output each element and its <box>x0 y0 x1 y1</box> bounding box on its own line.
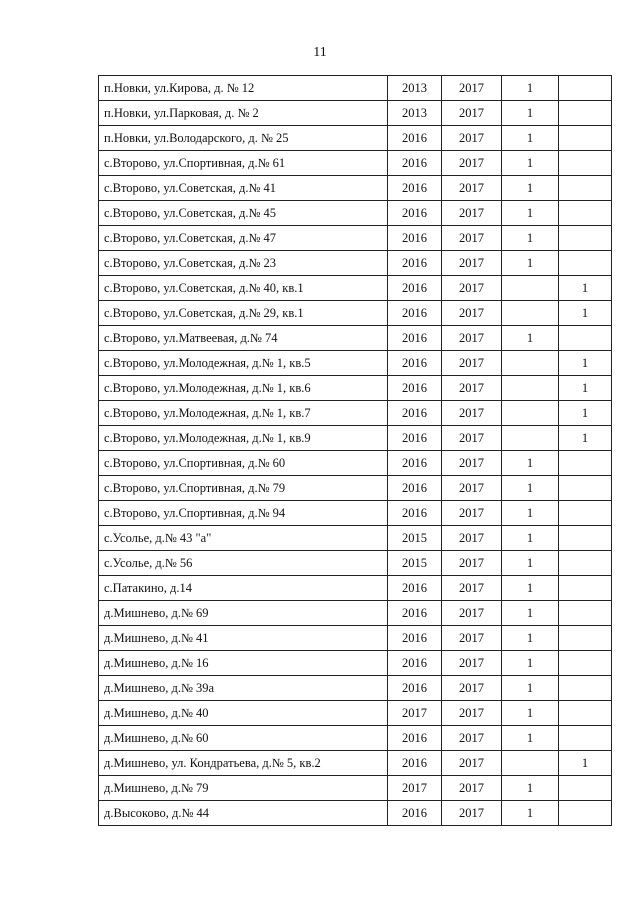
year-start-cell: 2016 <box>388 451 442 476</box>
year-start-cell: 2016 <box>388 351 442 376</box>
table-row <box>99 701 612 726</box>
address-cell: п.Новки, ул.Парковая, д. № 2 <box>99 101 388 126</box>
address-cell: с.Усолье, д.№ 56 <box>99 551 388 576</box>
year-end-cell: 2017 <box>442 151 502 176</box>
table-row <box>99 726 612 751</box>
mark-b-cell <box>559 626 612 651</box>
mark-a-cell: 1 <box>502 776 559 801</box>
mark-a-cell <box>502 351 559 376</box>
year-start-cell: 2015 <box>388 526 442 551</box>
mark-a-cell: 1 <box>502 651 559 676</box>
address-cell: п.Новки, ул.Кирова, д. № 12 <box>99 76 388 101</box>
year-start-cell: 2016 <box>388 651 442 676</box>
registry-table-body <box>99 76 612 826</box>
mark-b-cell: 1 <box>559 751 612 776</box>
table-row <box>99 226 612 251</box>
mark-a-cell: 1 <box>502 126 559 151</box>
mark-b-cell <box>559 451 612 476</box>
year-start-cell: 2013 <box>388 101 442 126</box>
address-cell: с.Второво, ул.Спортивная, д.№ 94 <box>99 501 388 526</box>
year-start-cell: 2016 <box>388 576 442 601</box>
address-cell: с.Второво, ул.Молодежная, д.№ 1, кв.6 <box>99 376 388 401</box>
year-end-cell: 2017 <box>442 201 502 226</box>
table-row <box>99 576 612 601</box>
year-start-cell: 2016 <box>388 426 442 451</box>
mark-b-cell <box>559 776 612 801</box>
year-end-cell: 2017 <box>442 376 502 401</box>
mark-b-cell: 1 <box>559 426 612 451</box>
table-row <box>99 151 612 176</box>
address-cell: с.Второво, ул.Советская, д.№ 41 <box>99 176 388 201</box>
table-row <box>99 426 612 451</box>
year-end-cell: 2017 <box>442 351 502 376</box>
address-cell: с.Усолье, д.№ 43 "а" <box>99 526 388 551</box>
table-row <box>99 651 612 676</box>
year-end-cell: 2017 <box>442 101 502 126</box>
table-row <box>99 351 612 376</box>
year-end-cell: 2017 <box>442 226 502 251</box>
table-row <box>99 676 612 701</box>
address-cell: п.Новки, ул.Володарского, д. № 25 <box>99 126 388 151</box>
year-end-cell: 2017 <box>442 476 502 501</box>
address-cell: с.Второво, ул.Советская, д.№ 23 <box>99 251 388 276</box>
mark-a-cell: 1 <box>502 701 559 726</box>
address-cell: д.Мишнево, д.№ 60 <box>99 726 388 751</box>
mark-a-cell: 1 <box>502 101 559 126</box>
mark-b-cell: 1 <box>559 276 612 301</box>
address-cell: с.Второво, ул.Советская, д.№ 47 <box>99 226 388 251</box>
address-cell: с.Второво, ул.Матвеевая, д.№ 74 <box>99 326 388 351</box>
year-end-cell: 2017 <box>442 626 502 651</box>
address-cell: с.Патакино, д.14 <box>99 576 388 601</box>
address-cell: д.Мишнево, д.№ 40 <box>99 701 388 726</box>
page-number: 11 <box>313 45 327 60</box>
year-start-cell: 2016 <box>388 501 442 526</box>
mark-b-cell <box>559 476 612 501</box>
address-cell: с.Второво, ул.Спортивная, д.№ 61 <box>99 151 388 176</box>
table-row <box>99 301 612 326</box>
mark-b-cell <box>559 101 612 126</box>
year-end-cell: 2017 <box>442 301 502 326</box>
address-cell: д.Мишнево, ул. Кондратьева, д.№ 5, кв.2 <box>99 751 388 776</box>
year-start-cell: 2016 <box>388 201 442 226</box>
mark-a-cell: 1 <box>502 201 559 226</box>
mark-b-cell: 1 <box>559 351 612 376</box>
mark-b-cell <box>559 251 612 276</box>
address-cell: с.Второво, ул.Советская, д.№ 29, кв.1 <box>99 301 388 326</box>
mark-b-cell <box>559 701 612 726</box>
year-start-cell: 2016 <box>388 151 442 176</box>
mark-a-cell: 1 <box>502 326 559 351</box>
mark-b-cell <box>559 176 612 201</box>
mark-a-cell <box>502 301 559 326</box>
table-row <box>99 751 612 776</box>
address-cell: с.Второво, ул.Спортивная, д.№ 60 <box>99 451 388 476</box>
mark-b-cell <box>559 201 612 226</box>
year-end-cell: 2017 <box>442 501 502 526</box>
year-start-cell: 2013 <box>388 76 442 101</box>
year-start-cell: 2016 <box>388 276 442 301</box>
year-end-cell: 2017 <box>442 251 502 276</box>
mark-a-cell <box>502 401 559 426</box>
year-end-cell: 2017 <box>442 276 502 301</box>
mark-a-cell: 1 <box>502 601 559 626</box>
mark-b-cell <box>559 226 612 251</box>
mark-b-cell <box>559 676 612 701</box>
year-end-cell: 2017 <box>442 726 502 751</box>
year-start-cell: 2017 <box>388 701 442 726</box>
year-end-cell: 2017 <box>442 451 502 476</box>
year-end-cell: 2017 <box>442 801 502 826</box>
address-cell: с.Второво, ул.Молодежная, д.№ 1, кв.9 <box>99 426 388 451</box>
address-cell: д.Мишнево, д.№ 39а <box>99 676 388 701</box>
address-cell: д.Мишнево, д.№ 79 <box>99 776 388 801</box>
year-end-cell: 2017 <box>442 676 502 701</box>
mark-a-cell: 1 <box>502 551 559 576</box>
mark-a-cell: 1 <box>502 501 559 526</box>
mark-a-cell: 1 <box>502 801 559 826</box>
mark-a-cell: 1 <box>502 576 559 601</box>
year-end-cell: 2017 <box>442 326 502 351</box>
mark-a-cell <box>502 426 559 451</box>
year-end-cell: 2017 <box>442 651 502 676</box>
year-start-cell: 2016 <box>388 251 442 276</box>
mark-b-cell <box>559 126 612 151</box>
mark-a-cell: 1 <box>502 226 559 251</box>
mark-a-cell: 1 <box>502 726 559 751</box>
mark-b-cell <box>559 651 612 676</box>
table-row <box>99 601 612 626</box>
mark-b-cell <box>559 76 612 101</box>
table-row <box>99 451 612 476</box>
year-end-cell: 2017 <box>442 576 502 601</box>
mark-a-cell <box>502 276 559 301</box>
address-cell: с.Второво, ул.Молодежная, д.№ 1, кв.5 <box>99 351 388 376</box>
table-row <box>99 801 612 826</box>
mark-a-cell <box>502 376 559 401</box>
year-start-cell: 2016 <box>388 676 442 701</box>
address-cell: д.Мишнево, д.№ 69 <box>99 601 388 626</box>
year-start-cell: 2015 <box>388 551 442 576</box>
mark-a-cell: 1 <box>502 526 559 551</box>
table-row <box>99 476 612 501</box>
address-cell: д.Высоково, д.№ 44 <box>99 801 388 826</box>
mark-b-cell: 1 <box>559 376 612 401</box>
registry-table <box>98 75 612 826</box>
year-end-cell: 2017 <box>442 401 502 426</box>
mark-a-cell: 1 <box>502 251 559 276</box>
mark-a-cell: 1 <box>502 176 559 201</box>
table-row <box>99 326 612 351</box>
year-end-cell: 2017 <box>442 126 502 151</box>
year-start-cell: 2016 <box>388 601 442 626</box>
table-row <box>99 551 612 576</box>
table-row <box>99 776 612 801</box>
mark-a-cell: 1 <box>502 76 559 101</box>
mark-b-cell <box>559 326 612 351</box>
table-row <box>99 251 612 276</box>
address-cell: д.Мишнево, д.№ 16 <box>99 651 388 676</box>
table-row <box>99 126 612 151</box>
table-row <box>99 401 612 426</box>
mark-b-cell <box>559 526 612 551</box>
table-row <box>99 201 612 226</box>
year-end-cell: 2017 <box>442 776 502 801</box>
mark-b-cell <box>559 551 612 576</box>
mark-b-cell: 1 <box>559 401 612 426</box>
mark-b-cell <box>559 151 612 176</box>
mark-b-cell <box>559 726 612 751</box>
year-start-cell: 2016 <box>388 176 442 201</box>
table-row <box>99 101 612 126</box>
address-cell: с.Второво, ул.Советская, д.№ 45 <box>99 201 388 226</box>
mark-a-cell <box>502 751 559 776</box>
mark-a-cell: 1 <box>502 476 559 501</box>
table-row <box>99 76 612 101</box>
mark-a-cell: 1 <box>502 151 559 176</box>
year-start-cell: 2016 <box>388 401 442 426</box>
year-end-cell: 2017 <box>442 701 502 726</box>
address-cell: с.Второво, ул.Спортивная, д.№ 79 <box>99 476 388 501</box>
address-cell: д.Мишнево, д.№ 41 <box>99 626 388 651</box>
year-end-cell: 2017 <box>442 176 502 201</box>
year-end-cell: 2017 <box>442 601 502 626</box>
year-start-cell: 2016 <box>388 376 442 401</box>
mark-b-cell: 1 <box>559 301 612 326</box>
year-end-cell: 2017 <box>442 526 502 551</box>
year-start-cell: 2016 <box>388 476 442 501</box>
year-start-cell: 2016 <box>388 226 442 251</box>
mark-b-cell <box>559 501 612 526</box>
year-start-cell: 2016 <box>388 326 442 351</box>
mark-b-cell <box>559 601 612 626</box>
year-end-cell: 2017 <box>442 426 502 451</box>
year-start-cell: 2017 <box>388 776 442 801</box>
table-row <box>99 626 612 651</box>
year-start-cell: 2016 <box>388 126 442 151</box>
mark-b-cell <box>559 576 612 601</box>
table-row <box>99 526 612 551</box>
table-row <box>99 176 612 201</box>
table-row <box>99 501 612 526</box>
year-start-cell: 2016 <box>388 626 442 651</box>
mark-b-cell <box>559 801 612 826</box>
year-start-cell: 2016 <box>388 301 442 326</box>
year-start-cell: 2016 <box>388 726 442 751</box>
table-row <box>99 376 612 401</box>
table-row <box>99 276 612 301</box>
address-cell: с.Второво, ул.Молодежная, д.№ 1, кв.7 <box>99 401 388 426</box>
year-end-cell: 2017 <box>442 76 502 101</box>
year-start-cell: 2016 <box>388 801 442 826</box>
mark-a-cell: 1 <box>502 676 559 701</box>
mark-a-cell: 1 <box>502 451 559 476</box>
mark-a-cell: 1 <box>502 626 559 651</box>
year-end-cell: 2017 <box>442 551 502 576</box>
year-end-cell: 2017 <box>442 751 502 776</box>
address-cell: с.Второво, ул.Советская, д.№ 40, кв.1 <box>99 276 388 301</box>
year-start-cell: 2016 <box>388 751 442 776</box>
